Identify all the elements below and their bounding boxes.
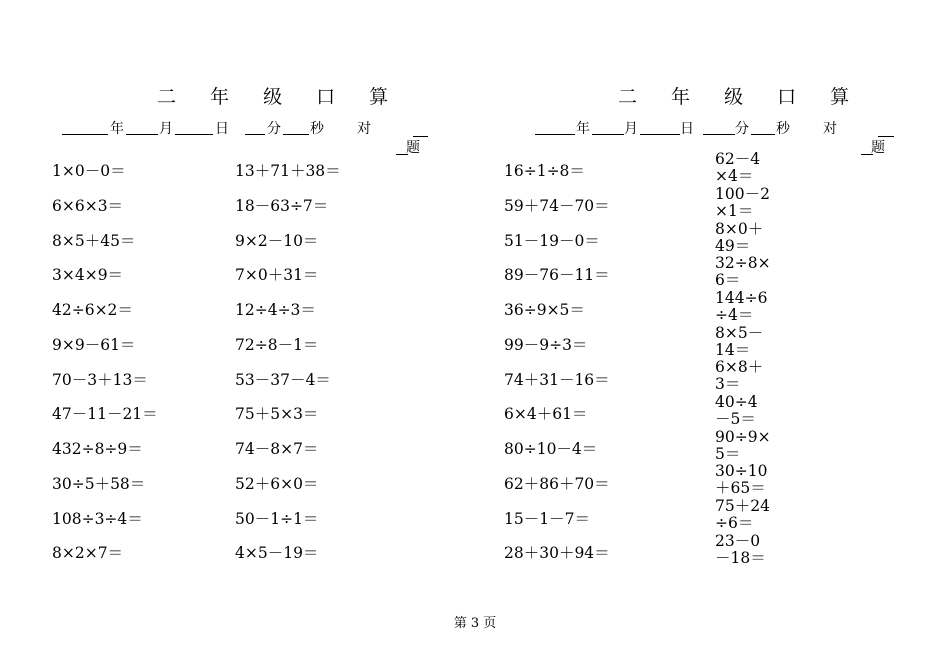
right-worksheet [475, 0, 950, 600]
problem: 18－63÷7＝ [235, 197, 329, 215]
problem: 8×5＋45＝ [52, 232, 136, 250]
problem: 75＋5×3＝ [235, 405, 319, 423]
problem: 62－4×4＝ [715, 150, 761, 185]
day-label: 日 [215, 121, 229, 137]
correct-blank[interactable] [413, 118, 428, 137]
second-blank[interactable] [751, 118, 775, 135]
problem: 72÷8－1＝ [235, 336, 319, 354]
problem: 8×0＋49＝ [715, 220, 764, 255]
minute-blank[interactable] [703, 118, 735, 135]
second-label: 秒 [776, 121, 790, 137]
correct-label: 对 [823, 121, 837, 137]
problem: 47－11－21＝ [52, 405, 158, 423]
problem: 90÷9×5＝ [715, 428, 771, 463]
problem: 1×0－0＝ [52, 162, 126, 180]
problem: 16÷1÷8＝ [504, 162, 585, 180]
problem: 75＋24÷6＝ [715, 497, 770, 532]
problem: 59＋74－70＝ [504, 197, 610, 215]
problem: 12÷4÷3＝ [235, 301, 316, 319]
problem: 108÷3÷4＝ [52, 510, 143, 528]
month-label: 月 [159, 121, 173, 137]
problem: 3×4×9＝ [52, 266, 124, 284]
problem: 32÷8×6＝ [715, 254, 771, 289]
problem: 74－8×7＝ [235, 440, 319, 458]
problem: 7×0＋31＝ [235, 266, 319, 284]
problem: 8×2×7＝ [52, 544, 124, 562]
year-label: 年 [576, 121, 590, 137]
minute-label: 分 [267, 121, 281, 137]
day-blank[interactable] [640, 118, 680, 135]
problem: 51－19－0＝ [504, 232, 600, 250]
problem: 4×5－19＝ [235, 544, 319, 562]
problem: 30÷5＋58＝ [52, 475, 146, 493]
worksheet-title: 二 年 级 口 算 [157, 86, 403, 108]
problem: 42÷6×2＝ [52, 301, 133, 319]
problem: 52＋6×0＝ [235, 475, 319, 493]
month-label: 月 [624, 121, 638, 137]
day-blank[interactable] [175, 118, 213, 135]
problem: 74＋31－16＝ [504, 371, 610, 389]
second-label: 秒 [310, 121, 324, 137]
month-blank[interactable] [592, 118, 624, 135]
problem: 53－37－4＝ [235, 371, 331, 389]
minute-blank[interactable] [245, 118, 265, 135]
questions-label: 题 [406, 140, 420, 156]
problem: 15－1－7＝ [504, 510, 590, 528]
correct-blank[interactable] [878, 118, 894, 137]
problem: 100－2×1＝ [715, 185, 770, 220]
problem: 40÷4－5＝ [715, 393, 758, 428]
problem: 36÷9×5＝ [504, 301, 585, 319]
year-label: 年 [110, 121, 124, 137]
left-worksheet [0, 0, 475, 600]
problem: 6×6×3＝ [52, 197, 124, 215]
problem: 28＋30＋94＝ [504, 544, 610, 562]
problem: 23－0－18＝ [715, 532, 766, 567]
problem: 50－1÷1＝ [235, 510, 319, 528]
year-blank[interactable] [62, 118, 108, 135]
page-number: 第 3 页 [453, 616, 497, 631]
problem: 432÷8÷9＝ [52, 440, 143, 458]
problem: 8×5－14＝ [715, 324, 764, 359]
correct-label: 对 [357, 121, 371, 137]
problem: 30÷10＋65＝ [715, 462, 768, 497]
minute-label: 分 [735, 121, 749, 137]
problem: 6×4＋61＝ [504, 405, 588, 423]
year-blank[interactable] [535, 118, 575, 135]
problem: 144÷6÷4＝ [715, 289, 768, 324]
problem: 62＋86＋70＝ [504, 475, 610, 493]
problem: 9×2－10＝ [235, 232, 319, 250]
second-blank[interactable] [283, 118, 309, 135]
problem: 6×8＋3＝ [715, 358, 764, 393]
month-blank[interactable] [126, 118, 158, 135]
problem: 9×9－61＝ [52, 336, 136, 354]
problem: 89－76－11＝ [504, 266, 610, 284]
worksheet-title: 二 年 级 口 算 [618, 86, 864, 108]
day-label: 日 [680, 121, 694, 137]
problem: 13＋71＋38＝ [235, 162, 341, 180]
problem: 80÷10－4＝ [504, 440, 598, 458]
problem: 70－3＋13＝ [52, 371, 148, 389]
questions-label: 题 [871, 140, 885, 156]
problem: 99－9÷3＝ [504, 336, 588, 354]
